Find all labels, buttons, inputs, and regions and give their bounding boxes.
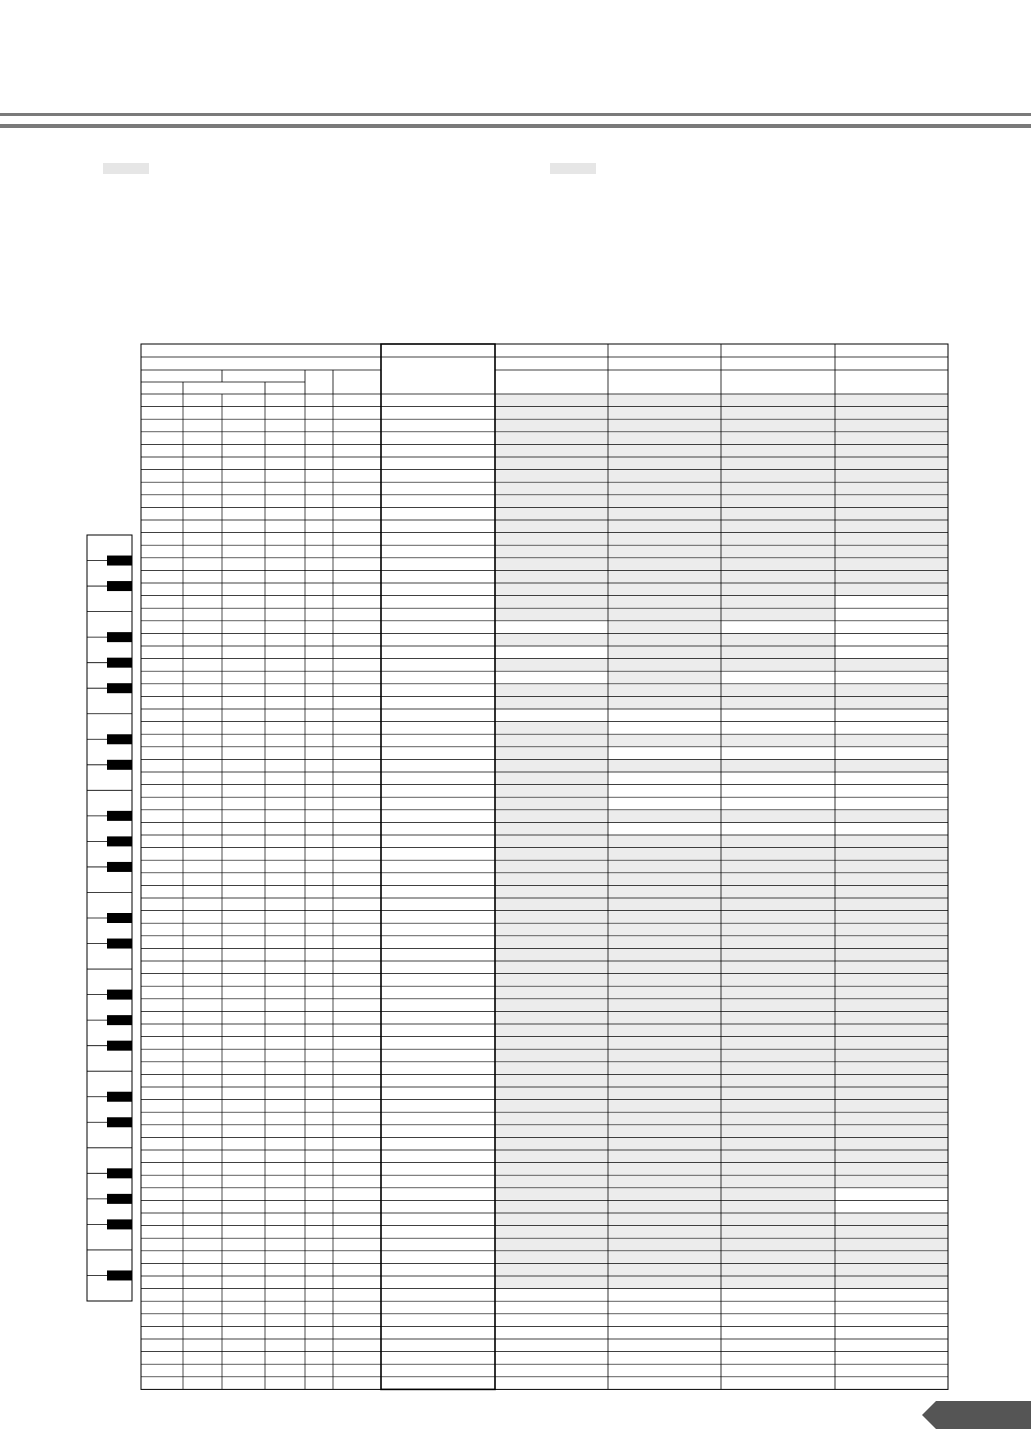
voice-cell-shaded bbox=[496, 420, 608, 432]
voice-cell-shaded bbox=[722, 1037, 835, 1049]
voice-cell-shaded bbox=[496, 395, 608, 407]
voice-cell-shaded bbox=[609, 1138, 721, 1150]
voice-cell-shaded bbox=[496, 1025, 608, 1037]
voice-cell-shaded bbox=[496, 470, 608, 482]
voice-cell-shaded bbox=[609, 445, 721, 457]
voice-cell-shaded bbox=[609, 735, 721, 747]
voice-cell-shaded bbox=[496, 508, 608, 520]
black-key bbox=[107, 556, 132, 566]
voice-cell-shaded bbox=[722, 1226, 835, 1238]
voice-cell-shaded bbox=[836, 432, 948, 444]
black-key bbox=[107, 990, 132, 1000]
voice-cell-shaded bbox=[722, 1113, 835, 1125]
voice-cell-shaded bbox=[609, 609, 721, 621]
voice-cell-shaded bbox=[836, 1037, 948, 1049]
black-key bbox=[107, 1194, 132, 1204]
voice-cell-shaded bbox=[836, 684, 948, 696]
voice-cell-shaded bbox=[609, 672, 721, 684]
voice-cell-shaded bbox=[836, 1163, 948, 1175]
voice-cell-shaded bbox=[836, 1138, 948, 1150]
voice-cell-shaded bbox=[836, 1176, 948, 1188]
voice-cell-shaded bbox=[722, 634, 835, 646]
voice-cell-shaded bbox=[496, 1037, 608, 1049]
voice-name-column bbox=[381, 344, 495, 1389]
voice-cell-shaded bbox=[722, 1050, 835, 1062]
voice-cell-shaded bbox=[496, 861, 608, 873]
voice-cell-shaded bbox=[836, 1277, 948, 1289]
voice-cell-shaded bbox=[496, 1138, 608, 1150]
voice-cell-shaded bbox=[836, 1012, 948, 1024]
voice-cell-shaded bbox=[836, 873, 948, 885]
voice-cell-shaded bbox=[609, 962, 721, 974]
voice-cell-shaded bbox=[609, 697, 721, 709]
page-tab-shape bbox=[922, 1401, 1031, 1429]
voice-cell-shaded bbox=[609, 458, 721, 470]
voice-cell-shaded bbox=[836, 924, 948, 936]
voice-cell-shaded bbox=[609, 1062, 721, 1074]
voice-cell-shaded bbox=[836, 1125, 948, 1137]
voice-cell-shaded bbox=[836, 911, 948, 923]
voice-cell-shaded bbox=[609, 1151, 721, 1163]
voice-cell-shaded bbox=[722, 546, 835, 558]
voice-cell-shaded bbox=[496, 823, 608, 835]
voice-cell-shaded bbox=[836, 974, 948, 986]
voice-cell-shaded bbox=[609, 1088, 721, 1100]
voice-cell-shaded bbox=[609, 1163, 721, 1175]
voice-cell-shaded bbox=[722, 508, 835, 520]
black-key bbox=[107, 1041, 132, 1051]
voice-cell-shaded bbox=[836, 848, 948, 860]
voice-cell-shaded bbox=[722, 760, 835, 772]
voice-cell-shaded bbox=[496, 483, 608, 495]
voice-cell-shaded bbox=[496, 924, 608, 936]
voice-cell-shaded bbox=[609, 1012, 721, 1024]
voice-cell-shaded bbox=[722, 1100, 835, 1112]
voice-cell-shaded bbox=[496, 697, 608, 709]
voice-cell-shaded bbox=[836, 836, 948, 848]
black-key bbox=[107, 581, 132, 591]
voice-cell-shaded bbox=[722, 483, 835, 495]
voice-cell-shaded bbox=[496, 1214, 608, 1226]
voice-cell-shaded bbox=[722, 647, 835, 659]
voice-cell-shaded bbox=[722, 1075, 835, 1087]
voice-cell-shaded bbox=[722, 836, 835, 848]
voice-cell-shaded bbox=[836, 458, 948, 470]
voice-cell-shaded bbox=[722, 999, 835, 1011]
voice-cell-shaded bbox=[722, 571, 835, 583]
voice-cell-shaded bbox=[722, 924, 835, 936]
voice-cell-shaded bbox=[722, 596, 835, 608]
voice-cell-shaded bbox=[836, 659, 948, 671]
voice-cell-shaded bbox=[496, 1075, 608, 1087]
black-key bbox=[107, 862, 132, 872]
voice-cell-shaded bbox=[496, 558, 608, 570]
black-key bbox=[107, 683, 132, 693]
voice-cell-shaded bbox=[609, 1050, 721, 1062]
voice-cell-shaded bbox=[496, 798, 608, 810]
voice-cell-shaded bbox=[609, 495, 721, 507]
voice-cell-shaded bbox=[609, 659, 721, 671]
voice-cell-shaded bbox=[496, 949, 608, 961]
voice-cell-shaded bbox=[836, 1226, 948, 1238]
voice-cell-shaded bbox=[609, 1100, 721, 1112]
voice-cell-shaded bbox=[496, 760, 608, 772]
voice-cell-shaded bbox=[722, 432, 835, 444]
black-key bbox=[107, 811, 132, 821]
voice-cell-shaded bbox=[836, 495, 948, 507]
black-key bbox=[107, 939, 132, 949]
voice-cell-shaded bbox=[609, 899, 721, 911]
voice-cell-shaded bbox=[496, 407, 608, 419]
voice-cell-shaded bbox=[722, 684, 835, 696]
voice-cell-shaded bbox=[836, 420, 948, 432]
voice-cell-shaded bbox=[722, 987, 835, 999]
voice-cell-shaded bbox=[609, 836, 721, 848]
voice-cell-shaded bbox=[722, 735, 835, 747]
voice-cell-shaded bbox=[836, 899, 948, 911]
voice-cell-shaded bbox=[496, 974, 608, 986]
voice-cell-shaded bbox=[496, 546, 608, 558]
voice-cell-shaded bbox=[836, 1025, 948, 1037]
voice-cell-shaded bbox=[836, 395, 948, 407]
voice-cell-shaded bbox=[836, 558, 948, 570]
voice-cell-shaded bbox=[609, 936, 721, 948]
black-key bbox=[107, 760, 132, 770]
voice-cell-shaded bbox=[496, 659, 608, 671]
voice-cell-shaded bbox=[609, 1037, 721, 1049]
voice-cell-shaded bbox=[609, 470, 721, 482]
voice-cell-shaded bbox=[609, 1188, 721, 1200]
voice-cell-shaded bbox=[836, 571, 948, 583]
black-key bbox=[107, 632, 132, 642]
voice-cell-shaded bbox=[722, 936, 835, 948]
voice-cell-shaded bbox=[609, 533, 721, 545]
voice-cell-shaded bbox=[609, 848, 721, 860]
black-key bbox=[107, 1270, 132, 1280]
voice-cell-shaded bbox=[496, 747, 608, 759]
voice-cell-shaded bbox=[609, 987, 721, 999]
voice-cell-shaded bbox=[722, 533, 835, 545]
voice-cell-shaded bbox=[496, 533, 608, 545]
voice-cell-shaded bbox=[609, 621, 721, 633]
voice-cell-shaded bbox=[722, 962, 835, 974]
voice-cell-shaded bbox=[609, 596, 721, 608]
voice-cell-shaded bbox=[836, 470, 948, 482]
voice-cell-shaded bbox=[722, 584, 835, 596]
voice-cell-shaded bbox=[496, 571, 608, 583]
voice-cell-shaded bbox=[496, 1151, 608, 1163]
voice-cell-shaded bbox=[609, 924, 721, 936]
voice-cell-shaded bbox=[609, 1214, 721, 1226]
voice-cell-shaded bbox=[722, 1201, 835, 1213]
voice-cell-shaded bbox=[722, 1163, 835, 1175]
voice-cell-shaded bbox=[496, 1088, 608, 1100]
voice-cell-shaded bbox=[722, 1277, 835, 1289]
voice-cell-shaded bbox=[836, 521, 948, 533]
voice-cell-shaded bbox=[722, 1264, 835, 1276]
voice-cell-shaded bbox=[609, 395, 721, 407]
voice-cell-shaded bbox=[722, 1176, 835, 1188]
voice-cell-shaded bbox=[722, 609, 835, 621]
voice-cell-shaded bbox=[836, 810, 948, 822]
voice-cell-shaded bbox=[722, 1138, 835, 1150]
voice-cell-shaded bbox=[609, 760, 721, 772]
voice-cell-shaded bbox=[609, 634, 721, 646]
voice-cell-shaded bbox=[496, 432, 608, 444]
voice-cell-shaded bbox=[609, 407, 721, 419]
voice-cell-shaded bbox=[609, 1176, 721, 1188]
voice-cell-shaded bbox=[496, 495, 608, 507]
voice-cell-shaded bbox=[722, 810, 835, 822]
voice-cell-shaded bbox=[496, 999, 608, 1011]
voice-cell-shaded bbox=[722, 1188, 835, 1200]
voice-cell-shaded bbox=[836, 735, 948, 747]
voice-cell-shaded bbox=[609, 861, 721, 873]
voice-cell-shaded bbox=[609, 873, 721, 885]
voice-cell-shaded bbox=[496, 1264, 608, 1276]
voice-cell-shaded bbox=[496, 609, 608, 621]
voice-cell-shaded bbox=[836, 1100, 948, 1112]
voice-cell-shaded bbox=[609, 558, 721, 570]
voice-cell-shaded bbox=[722, 470, 835, 482]
voice-cell-shaded bbox=[496, 911, 608, 923]
black-key bbox=[107, 658, 132, 668]
voice-cell-shaded bbox=[836, 1251, 948, 1263]
voice-cell-shaded bbox=[609, 1251, 721, 1263]
voice-cell-shaded bbox=[836, 1214, 948, 1226]
voice-cell-shaded bbox=[496, 1188, 608, 1200]
voice-cell-shaded bbox=[496, 1113, 608, 1125]
voice-cell-shaded bbox=[722, 1214, 835, 1226]
voice-cell-shaded bbox=[722, 886, 835, 898]
voice-cell-shaded bbox=[836, 1075, 948, 1087]
voice-cell-shaded bbox=[609, 810, 721, 822]
voice-cell-shaded bbox=[496, 722, 608, 734]
voice-cell-shaded bbox=[836, 445, 948, 457]
voice-cell-shaded bbox=[722, 458, 835, 470]
page-number-tab bbox=[922, 1401, 1031, 1429]
voice-cell-shaded bbox=[609, 1201, 721, 1213]
voice-cell-shaded bbox=[722, 1151, 835, 1163]
voice-cell-shaded bbox=[609, 911, 721, 923]
voice-cell-shaded bbox=[836, 1088, 948, 1100]
voice-cell-shaded bbox=[836, 584, 948, 596]
voice-cell-shaded bbox=[609, 684, 721, 696]
voice-cell-shaded bbox=[496, 458, 608, 470]
voice-cell-shaded bbox=[496, 445, 608, 457]
voice-cell-shaded bbox=[609, 974, 721, 986]
voice-cell-shaded bbox=[722, 407, 835, 419]
voice-cell-shaded bbox=[609, 999, 721, 1011]
voice-cell-shaded bbox=[609, 483, 721, 495]
voice-cell-shaded bbox=[609, 546, 721, 558]
voice-cell-shaded bbox=[496, 596, 608, 608]
voice-cell-shaded bbox=[496, 848, 608, 860]
voice-cell-shaded bbox=[609, 1264, 721, 1276]
voice-cell-shaded bbox=[609, 571, 721, 583]
voice-cell-shaded bbox=[722, 861, 835, 873]
voice-cell-shaded bbox=[496, 1163, 608, 1175]
black-key bbox=[107, 913, 132, 923]
voice-cell-shaded bbox=[722, 445, 835, 457]
voice-cell-shaded bbox=[722, 521, 835, 533]
black-key bbox=[107, 1015, 132, 1025]
black-key bbox=[107, 734, 132, 744]
voice-cell-shaded bbox=[496, 1277, 608, 1289]
voice-cell-shaded bbox=[836, 407, 948, 419]
voice-cell-shaded bbox=[722, 899, 835, 911]
voice-cell-shaded bbox=[496, 1125, 608, 1137]
voice-cell-shaded bbox=[496, 886, 608, 898]
black-key bbox=[107, 1092, 132, 1102]
voice-cell-shaded bbox=[722, 420, 835, 432]
voice-cell-shaded bbox=[496, 1239, 608, 1251]
voice-cell-shaded bbox=[722, 1025, 835, 1037]
voice-cell-shaded bbox=[722, 1062, 835, 1074]
black-key bbox=[107, 1117, 132, 1127]
voice-cell-shaded bbox=[496, 1062, 608, 1074]
voice-cell-shaded bbox=[836, 697, 948, 709]
voice-cell-shaded bbox=[609, 647, 721, 659]
voice-cell-shaded bbox=[722, 974, 835, 986]
voice-cell-shaded bbox=[722, 911, 835, 923]
voice-cell-shaded bbox=[722, 558, 835, 570]
voice-cell-shaded bbox=[836, 1062, 948, 1074]
voice-cell-shaded bbox=[496, 785, 608, 797]
voice-cell-shaded bbox=[722, 659, 835, 671]
voice-cell-shaded bbox=[496, 1251, 608, 1263]
voice-cell-shaded bbox=[609, 508, 721, 520]
voice-cell-shaded bbox=[496, 962, 608, 974]
voice-cell-shaded bbox=[722, 1088, 835, 1100]
voice-cell-shaded bbox=[836, 483, 948, 495]
voice-cell-shaded bbox=[836, 1050, 948, 1062]
voice-cell-shaded bbox=[496, 634, 608, 646]
voice-cell-shaded bbox=[609, 1075, 721, 1087]
voice-cell-shaded bbox=[722, 495, 835, 507]
voice-cell-shaded bbox=[496, 1100, 608, 1112]
voice-cell-shaded bbox=[496, 1050, 608, 1062]
voice-cell-shaded bbox=[722, 1239, 835, 1251]
voice-cell-shaded bbox=[836, 1264, 948, 1276]
voice-cell-shaded bbox=[722, 1012, 835, 1024]
black-key bbox=[107, 1168, 132, 1178]
voice-cell-shaded bbox=[496, 584, 608, 596]
voice-cell-shaded bbox=[836, 949, 948, 961]
voice-cell-shaded bbox=[609, 886, 721, 898]
voice-cell-shaded bbox=[722, 1125, 835, 1137]
voice-cell-shaded bbox=[609, 1277, 721, 1289]
voice-cell-shaded bbox=[496, 773, 608, 785]
voice-cell-shaded bbox=[496, 1226, 608, 1238]
voice-cell-shaded bbox=[836, 760, 948, 772]
voice-cell-shaded bbox=[609, 1113, 721, 1125]
black-key bbox=[107, 836, 132, 846]
voice-cell-shaded bbox=[496, 521, 608, 533]
voice-cell-shaded bbox=[609, 949, 721, 961]
voice-cell-shaded bbox=[609, 1226, 721, 1238]
voice-cell-shaded bbox=[836, 999, 948, 1011]
voice-cell-shaded bbox=[722, 873, 835, 885]
voice-cell-shaded bbox=[836, 1113, 948, 1125]
voice-cell-shaded bbox=[836, 546, 948, 558]
voice-cell-shaded bbox=[836, 533, 948, 545]
voice-cell-shaded bbox=[496, 735, 608, 747]
voice-cell-shaded bbox=[836, 962, 948, 974]
voice-cell-shaded bbox=[609, 1125, 721, 1137]
voice-cell-shaded bbox=[836, 987, 948, 999]
voice-cell-shaded bbox=[496, 873, 608, 885]
voice-cell-shaded bbox=[496, 1012, 608, 1024]
voice-cell-shaded bbox=[722, 949, 835, 961]
voice-cell-shaded bbox=[609, 1239, 721, 1251]
voice-cell-shaded bbox=[609, 432, 721, 444]
voice-cell-shaded bbox=[496, 987, 608, 999]
voice-cell-shaded bbox=[496, 936, 608, 948]
voice-cell-shaded bbox=[836, 508, 948, 520]
voice-cell-shaded bbox=[836, 936, 948, 948]
voice-cell-shaded bbox=[609, 584, 721, 596]
voice-cell-shaded bbox=[836, 861, 948, 873]
voice-cell-shaded bbox=[496, 810, 608, 822]
voice-cell-shaded bbox=[609, 1025, 721, 1037]
voice-cell-shaded bbox=[496, 899, 608, 911]
voice-cell-shaded bbox=[496, 684, 608, 696]
voice-cell-shaded bbox=[836, 1239, 948, 1251]
voice-cell-shaded bbox=[609, 420, 721, 432]
voice-cell-shaded bbox=[496, 836, 608, 848]
voice-cell-shaded bbox=[836, 886, 948, 898]
voice-cell-shaded bbox=[496, 1176, 608, 1188]
black-key bbox=[107, 1219, 132, 1229]
voice-cell-shaded bbox=[722, 395, 835, 407]
voice-cell-shaded bbox=[496, 1201, 608, 1213]
voice-cell-shaded bbox=[722, 848, 835, 860]
voice-cell-shaded bbox=[722, 697, 835, 709]
voice-cell-shaded bbox=[722, 1251, 835, 1263]
voice-cell-shaded bbox=[609, 521, 721, 533]
voice-cell-shaded bbox=[836, 1151, 948, 1163]
